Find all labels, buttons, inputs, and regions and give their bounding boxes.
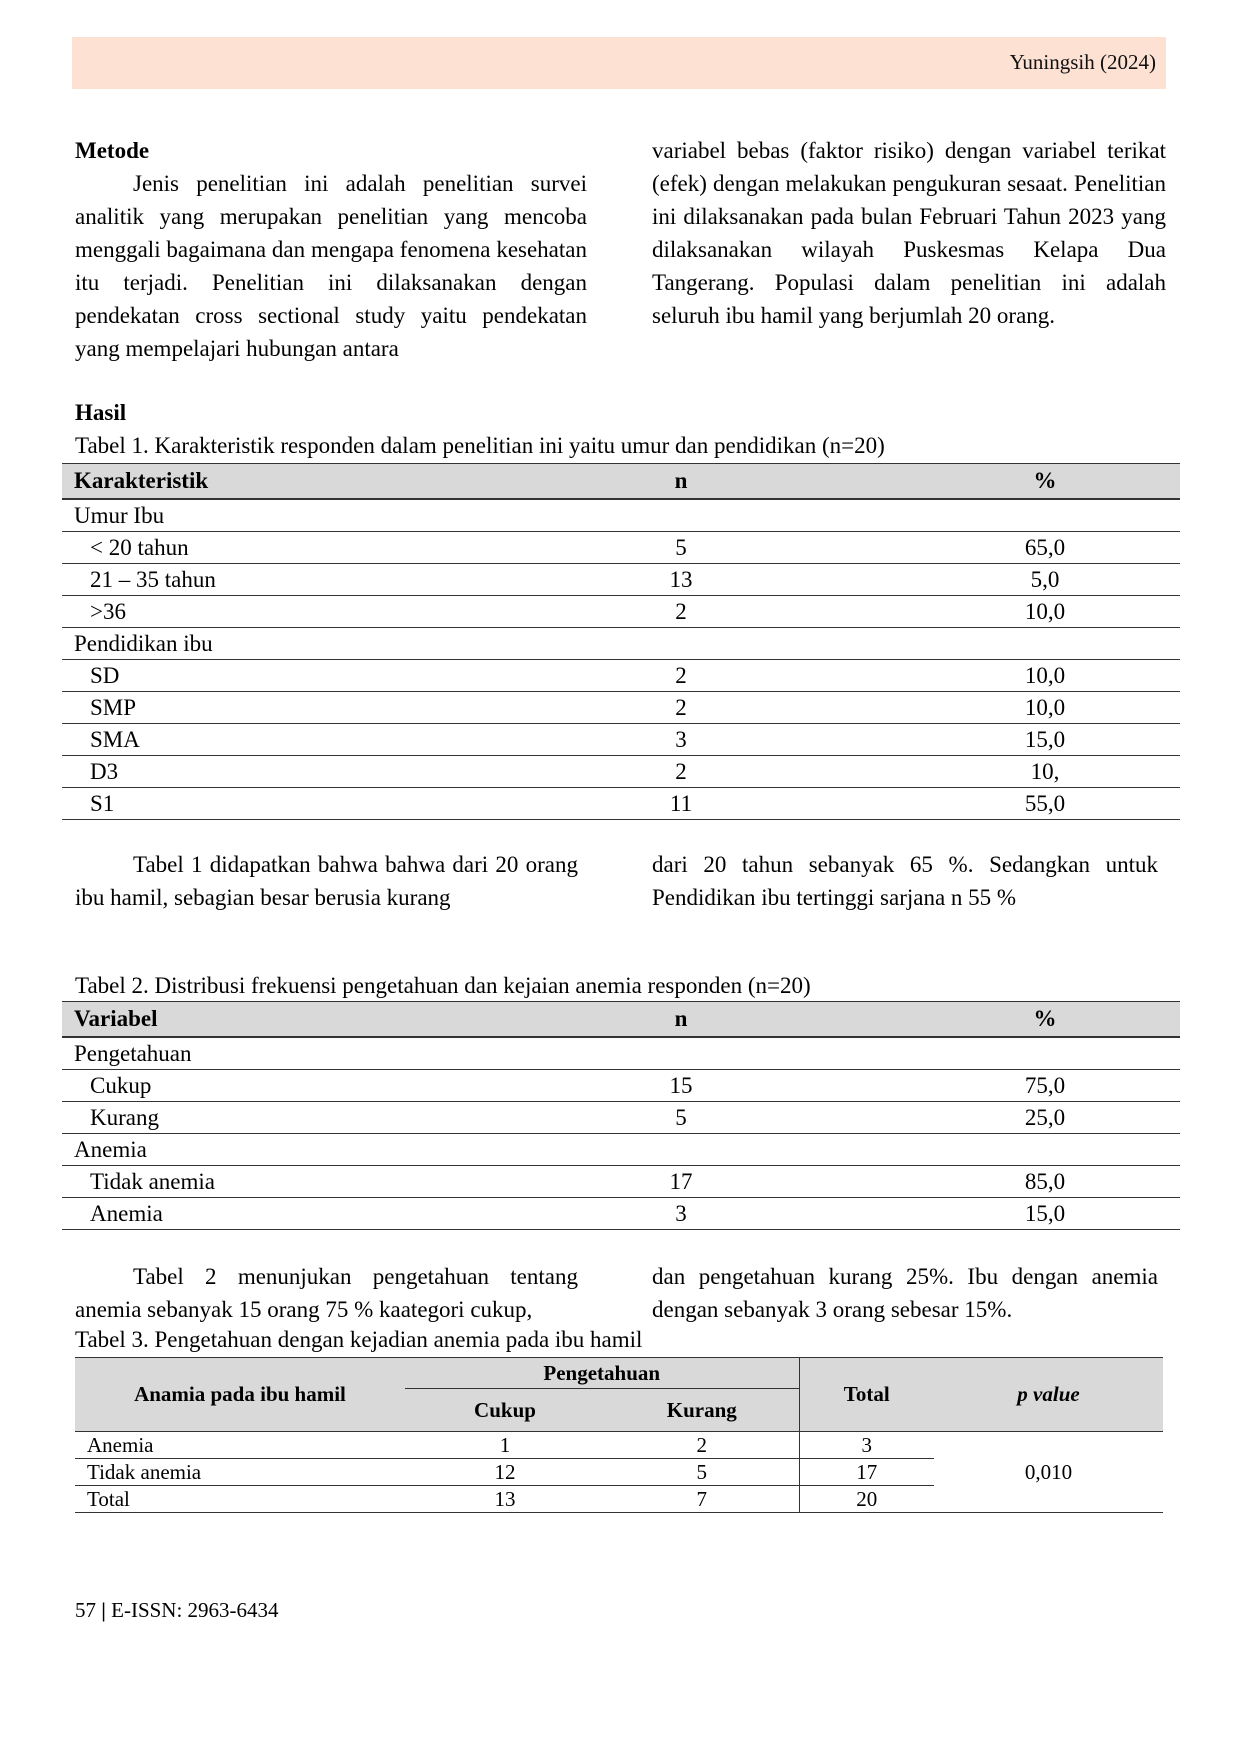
row-cukup: 13 xyxy=(405,1486,605,1513)
table3-header-total: Total xyxy=(799,1358,934,1432)
row-n: 3 xyxy=(452,1198,910,1230)
row-label: Umur Ibu xyxy=(62,499,452,532)
table2-caption: Tabel 2. Distribusi frekuensi pengetahuan dan kejaian anemia responden (n=20) xyxy=(75,973,811,998)
table2-header-row xyxy=(62,1002,1180,1038)
table1-header-karakteristik: Karakteristik xyxy=(62,464,452,500)
para2-right xyxy=(652,1260,1158,1326)
row-n: 2 xyxy=(452,596,910,628)
table-row xyxy=(62,1102,1180,1134)
table-row xyxy=(62,596,1180,628)
para1-left xyxy=(75,848,578,914)
row-label: Anemia xyxy=(62,1134,452,1166)
row-pct: 55,0 xyxy=(910,788,1180,820)
table2-header-variabel: Variabel xyxy=(62,1002,452,1038)
table3-header-group: Pengetahuan xyxy=(405,1358,799,1389)
row-label: < 20 tahun xyxy=(62,532,452,564)
page-footer xyxy=(75,1598,279,1623)
table-row xyxy=(62,1070,1180,1102)
para2-left xyxy=(75,1260,578,1326)
row-label: Cukup xyxy=(62,1070,452,1102)
para1-right xyxy=(652,848,1158,914)
table3-header-kurang: Kurang xyxy=(605,1389,799,1432)
row-n: 5 xyxy=(452,532,910,564)
row-label: SMP xyxy=(62,692,452,724)
row-kurang: 2 xyxy=(605,1432,799,1459)
row-pct xyxy=(910,499,1180,532)
table-row xyxy=(62,660,1180,692)
table1-header-pct: % xyxy=(910,464,1180,500)
table2-header-n: n xyxy=(452,1002,910,1038)
row-label: Pengetahuan xyxy=(62,1037,452,1070)
row-n: 13 xyxy=(452,564,910,596)
row-pct: 10,0 xyxy=(910,660,1180,692)
row-label: Tidak anemia xyxy=(62,1166,452,1198)
row-pct xyxy=(910,628,1180,660)
row-n xyxy=(452,499,910,532)
row-label: Anemia xyxy=(62,1198,452,1230)
row-label: Kurang xyxy=(62,1102,452,1134)
table3-caption: Tabel 3. Pengetahuan dengan kejadian anemia pada ibu hamil xyxy=(75,1327,643,1352)
row-label: >36 xyxy=(62,596,452,628)
row-pct: 10,0 xyxy=(910,692,1180,724)
row-cukup: 1 xyxy=(405,1432,605,1459)
row-pct xyxy=(910,1037,1180,1070)
row-label: Total xyxy=(75,1486,405,1513)
row-label: S1 xyxy=(62,788,452,820)
row-total: 17 xyxy=(799,1459,934,1486)
row-n: 15 xyxy=(452,1070,910,1102)
page-number: 57 xyxy=(75,1598,96,1622)
row-pct xyxy=(910,1134,1180,1166)
running-header xyxy=(72,37,1166,89)
row-pct: 5,0 xyxy=(910,564,1180,596)
table3 xyxy=(75,1357,1163,1513)
row-n xyxy=(452,1134,910,1166)
table-row xyxy=(62,788,1180,820)
row-label: D3 xyxy=(62,756,452,788)
table-row xyxy=(75,1432,1163,1459)
row-n: 17 xyxy=(452,1166,910,1198)
metode-left-column xyxy=(75,134,587,365)
metode-right-column xyxy=(652,134,1166,332)
table-row xyxy=(62,499,1180,532)
para1-left-text: Tabel 1 didapatkan bahwa bahwa dari 20 orang ibu hamil, sebagian besar berusia kurang xyxy=(75,852,578,910)
table3-header-cukup: Cukup xyxy=(405,1389,605,1432)
table1-caption: Tabel 1. Karakteristik responden dalam penelitian ini yaitu umur dan pendidikan (n=20) xyxy=(75,433,885,458)
table-row xyxy=(62,1198,1180,1230)
row-n: 2 xyxy=(452,692,910,724)
row-label: SD xyxy=(62,660,452,692)
row-n: 5 xyxy=(452,1102,910,1134)
para1-right-text: dari 20 tahun sebanyak 65 %. Sedangkan untuk Pendidikan ibu tertinggi sarjana n 55 % xyxy=(652,852,1158,910)
table3-pvalue: 0,010 xyxy=(934,1432,1163,1513)
table-row xyxy=(62,1166,1180,1198)
table-row xyxy=(62,564,1180,596)
table1-header-n: n xyxy=(452,464,910,500)
table-row xyxy=(62,1134,1180,1166)
metode-left-text: Jenis penelitian ini adalah penelitian survei analitik yang merupakan penelitian yang mencoba menggali bagaimana dan mengapa fenomena kesehatan itu terjadi. Penelitian ini dilaksanakan dengan pendekatan cross sectional study yaitu pendekatan yang mempelajari hubungan antara xyxy=(75,171,587,361)
row-n xyxy=(452,628,910,660)
row-pct: 85,0 xyxy=(910,1166,1180,1198)
para2-left-text: Tabel 2 menunjukan pengetahuan tentang anemia sebanyak 15 orang 75 % kaategori cukup, xyxy=(75,1264,578,1322)
footer-separator: | xyxy=(101,1598,106,1622)
footer-issn: E-ISSN: 2963-6434 xyxy=(111,1598,279,1622)
table-row xyxy=(62,1037,1180,1070)
table-row xyxy=(62,532,1180,564)
row-cukup: 12 xyxy=(405,1459,605,1486)
row-n: 2 xyxy=(452,660,910,692)
table-row xyxy=(62,756,1180,788)
row-total: 20 xyxy=(799,1486,934,1513)
row-pct: 10,0 xyxy=(910,596,1180,628)
row-n: 3 xyxy=(452,724,910,756)
row-pct: 65,0 xyxy=(910,532,1180,564)
row-pct: 10, xyxy=(910,756,1180,788)
row-label: 21 – 35 tahun xyxy=(62,564,452,596)
row-pct: 15,0 xyxy=(910,724,1180,756)
row-kurang: 7 xyxy=(605,1486,799,1513)
row-pct: 75,0 xyxy=(910,1070,1180,1102)
metode-right-text: variabel bebas (faktor risiko) dengan variabel terikat (efek) dengan melakukan pengukuran sesaat. Penelitian ini dilaksanakan pada bulan Februari Tahun 2023 yang dilaksanakan wilayah Puskesmas Kelapa Dua Tangerang. Populasi dalam penelitian ini adalah seluruh ibu hamil yang berjumlah 20 orang. xyxy=(652,138,1166,328)
para2-right-text: dan pengetahuan kurang 25%. Ibu dengan anemia dengan sebanyak 3 orang sebesar 15%. xyxy=(652,1264,1158,1322)
table1-header-row xyxy=(62,464,1180,500)
table3-header-row-1 xyxy=(75,1358,1163,1389)
table-row xyxy=(62,724,1180,756)
header-author: Yuningsih (2024) xyxy=(1009,50,1156,74)
row-label: Anemia xyxy=(75,1432,405,1459)
row-n: 11 xyxy=(452,788,910,820)
table2 xyxy=(62,1001,1180,1230)
row-label: SMA xyxy=(62,724,452,756)
table-row xyxy=(62,692,1180,724)
metode-title: Metode xyxy=(75,138,150,163)
table2-header-pct: % xyxy=(910,1002,1180,1038)
row-n xyxy=(452,1037,910,1070)
row-n: 2 xyxy=(452,756,910,788)
row-label: Tidak anemia xyxy=(75,1459,405,1486)
row-kurang: 5 xyxy=(605,1459,799,1486)
table3-header-main: Anamia pada ibu hamil xyxy=(75,1358,405,1432)
table-row xyxy=(62,628,1180,660)
row-pct: 15,0 xyxy=(910,1198,1180,1230)
row-total: 3 xyxy=(799,1432,934,1459)
row-pct: 25,0 xyxy=(910,1102,1180,1134)
hasil-title: Hasil xyxy=(75,400,127,425)
table1 xyxy=(62,463,1180,820)
table3-header-pvalue: p value xyxy=(934,1358,1163,1432)
row-label: Pendidikan ibu xyxy=(62,628,452,660)
